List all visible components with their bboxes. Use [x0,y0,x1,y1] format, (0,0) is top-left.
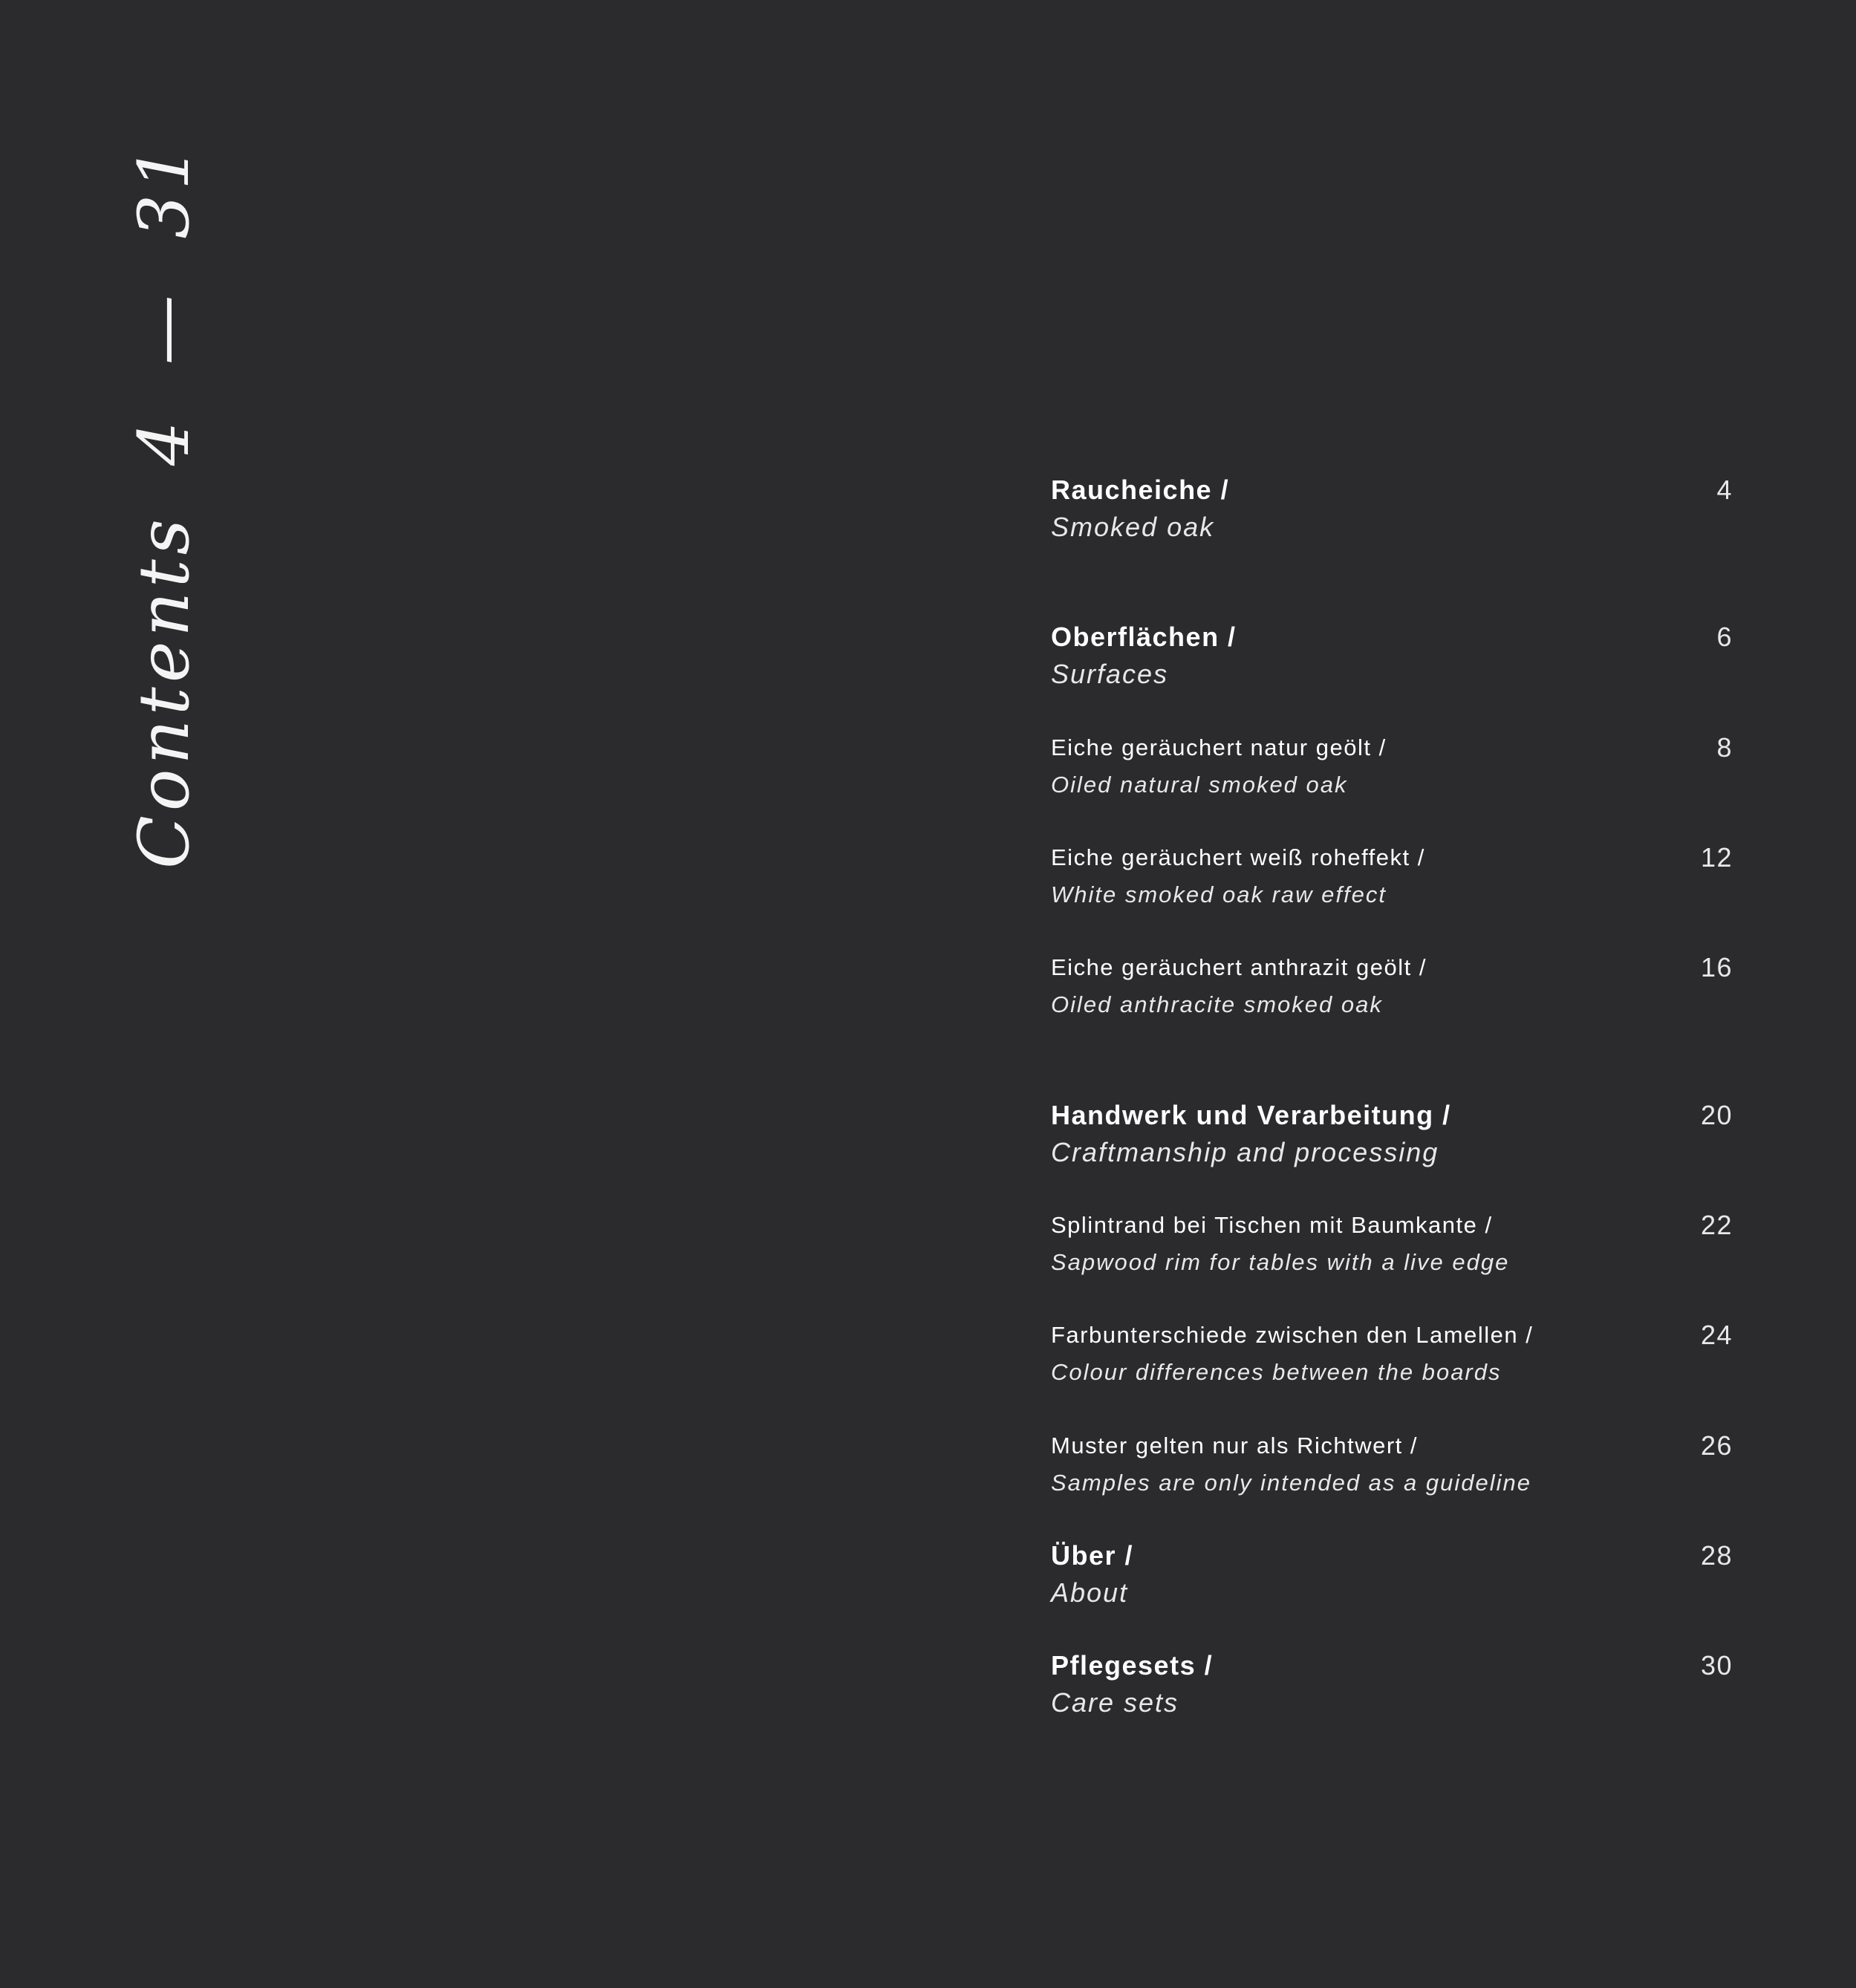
toc-entry-smoked-oak[interactable] [1051,472,1733,546]
toc-entry-german-title: Muster gelten nur als Richtwert / [1051,1433,1419,1459]
toc-entry-sapwood-rim[interactable] [1051,1207,1733,1281]
toc-entry-german-title: Pflegesets / [1051,1650,1214,1681]
contents-title [124,140,205,869]
toc-entry-page-number: 6 [1716,622,1733,652]
toc-entry-german-title: Raucheiche / [1051,475,1230,505]
toc-entry-oiled-natural-smoked-oak[interactable] [1051,729,1733,804]
toc-entry-oiled-anthracite-smoked-oak[interactable] [1051,949,1733,1023]
toc-entry-english-title: Colour differences between the boards [1051,1359,1502,1385]
toc-entry-page-number: 24 [1700,1320,1733,1350]
toc-entry-german-title: Oberflächen / [1051,622,1237,652]
toc-entry-page-number: 22 [1700,1210,1733,1240]
toc-entry-english-title: Smoked oak [1051,512,1215,542]
toc-entry-white-smoked-oak[interactable] [1051,839,1733,913]
toc-entry-german-title: Handwerk und Verarbeitung / [1051,1100,1451,1130]
toc-entry-page-number: 4 [1716,475,1733,505]
toc-entry-english-title: Surfaces [1051,659,1169,689]
toc-entry-page-number: 12 [1700,842,1733,873]
contents-title-end: 31 [124,140,205,239]
toc-entry-english-title: Oiled anthracite smoked oak [1051,991,1383,1017]
toc-entry-care-sets[interactable] [1051,1647,1733,1721]
table-of-contents [1051,0,1733,1988]
contents-title-word: Contents [124,514,205,869]
toc-entry-page-number: 8 [1716,732,1733,763]
toc-entry-german-title: Eiche geräuchert anthrazit geölt / [1051,954,1427,980]
contents-title-dash: — [124,290,205,365]
toc-entry-craftmanship[interactable] [1051,1097,1733,1171]
toc-entry-about[interactable] [1051,1537,1733,1611]
toc-entry-surfaces[interactable] [1051,619,1733,693]
toc-entry-english-title: Craftmanship and processing [1051,1137,1439,1167]
toc-entry-page-number: 16 [1700,952,1733,982]
toc-entry-english-title: White smoked oak raw effect [1051,881,1387,907]
toc-entry-page-number: 30 [1700,1650,1733,1681]
toc-entry-page-number: 26 [1700,1430,1733,1461]
toc-entry-page-number: 20 [1700,1100,1733,1130]
toc-entry-german-title: Farbunterschiede zwischen den Lamellen / [1051,1322,1534,1348]
toc-entry-english-title: Oiled natural smoked oak [1051,772,1348,798]
toc-entry-german-title: Über / [1051,1540,1134,1571]
contents-title-start: 4 [124,417,205,466]
toc-entry-samples-guideline[interactable] [1051,1427,1733,1502]
toc-entry-german-title: Splintrand bei Tischen mit Baumkante / [1051,1212,1493,1238]
toc-entry-english-title: Samples are only intended as a guideline [1051,1470,1531,1496]
toc-entry-english-title: Care sets [1051,1687,1179,1718]
toc-entry-english-title: About [1051,1577,1129,1608]
toc-entry-page-number: 28 [1700,1540,1733,1571]
toc-entry-german-title: Eiche geräuchert natur geölt / [1051,734,1387,760]
toc-entry-colour-differences[interactable] [1051,1317,1733,1391]
toc-entry-german-title: Eiche geräuchert weiß roheffekt / [1051,844,1425,870]
toc-entry-english-title: Sapwood rim for tables with a live edge [1051,1249,1510,1275]
